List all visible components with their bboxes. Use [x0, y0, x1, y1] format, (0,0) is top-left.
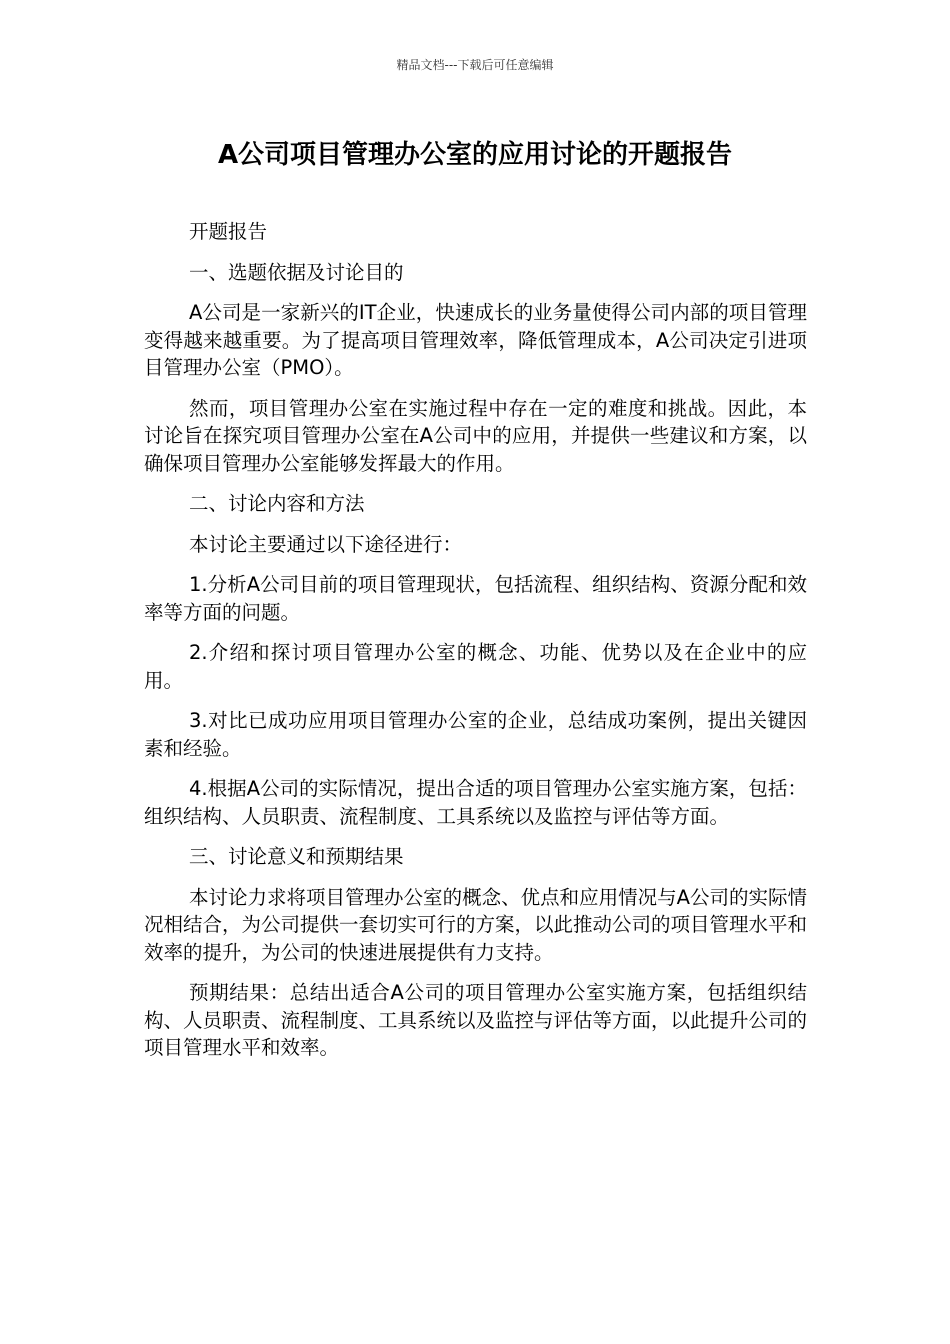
paragraph-significance: 本讨论力求将项目管理办公室的概念、优点和应用情况与A公司的实际情况相结合，为公司提供一套切实可行的方案，以此推动公司的项目管理水平和效率的提升，为公司的快速进展提供有力支持。 [144, 885, 808, 964]
section-heading-significance: 三、讨论意义和预期结果 [189, 845, 404, 868]
section-heading-basis: 一、选题依据及讨论目的 [189, 260, 404, 284]
header-note: 精品文档---下载后可任意编辑 [396, 58, 554, 72]
paragraph-method-intro: 本讨论主要通过以下途径进行： [189, 532, 463, 556]
document-body [144, 218, 807, 1075]
list-item-1: 1.分析A公司目前的项目管理现状，包括流程、组织结构、资源分配和效率等方面的问题。 [144, 573, 807, 624]
section-heading-report: 开题报告 [189, 220, 268, 243]
paragraph-purpose: 然而，项目管理办公室在实施过程中存在一定的难度和挑战。因此，本讨论旨在探究项目管理办公室在A公司中的应用，并提供一些建议和方案，以确保项目管理办公室能够发挥最大的作用。 [144, 396, 807, 475]
list-item-3: 3.对比已成功应用项目管理办公室的企业，总结成功案例，提出关键因素和经验。 [144, 709, 807, 760]
paragraph-expected-results: 预期结果：总结出适合A公司的项目管理办公室实施方案，包括组织结构、人员职责、流程制度、工具系统以及监控与评估等方面，以此提升公司的项目管理水平和效率。 [144, 981, 808, 1059]
list-item-4: 4.根据A公司的实际情况，提出合适的项目管理办公室实施方案，包括：组织结构、人员职责、流程制度、工具系统以及监控与评估等方面。 [144, 777, 807, 828]
document-title: A公司项目管理办公室的应用讨论的开题报告 [217, 140, 733, 170]
list-item-2: 2.介绍和探讨项目管理办公室的概念、功能、优势以及在企业中的应用。 [144, 641, 807, 692]
paragraph-background: A公司是一家新兴的IT企业，快速成长的业务量使得公司内部的项目管理变得越来越重要。为了提高项目管理效率，降低管理成本，A公司决定引进项目管理办公室（PMO）。 [144, 301, 807, 379]
section-heading-content: 二、讨论内容和方法 [189, 492, 365, 515]
